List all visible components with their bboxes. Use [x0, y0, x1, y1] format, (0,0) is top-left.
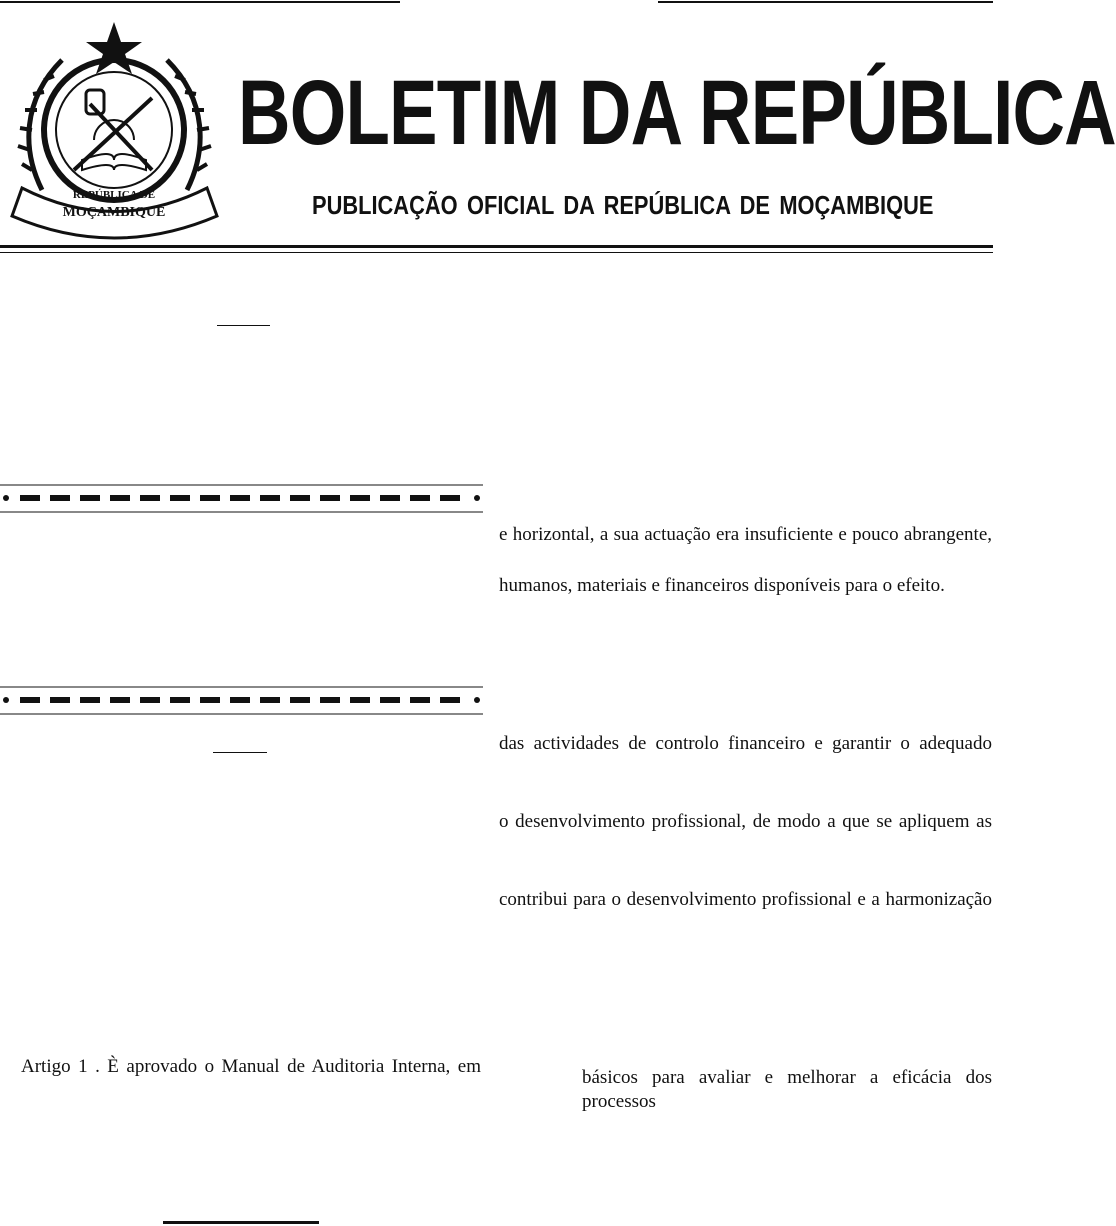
publication-subtitle: PUBLICAÇÃO OFICIAL DA REPÚBLICA DE MOÇAMBIQUE: [312, 190, 934, 220]
body-line-2: humanos, materiais e financeiros disponíveis para o efeito.: [499, 575, 945, 596]
dashed-separator-2: [0, 685, 483, 715]
article-1-text: Artigo 1 . È aprovado o Manual de Auditoria Interna, em: [21, 1056, 481, 1077]
publication-title: BOLETIM DA REPÚBLICA: [238, 62, 1116, 164]
emblem-text-line-1: REPÚBLICA DE: [72, 189, 156, 201]
body-line-5: contribui para o desenvolvimento profissional e a harmonização: [499, 889, 992, 910]
closing-rule: [163, 1221, 319, 1224]
short-rule-1: [217, 325, 270, 326]
header-rule-thin: [0, 252, 993, 253]
body-line-3: das actividades de controlo financeiro e garantir o adequado: [499, 733, 992, 754]
short-rule-2: [213, 752, 267, 753]
top-rule-left: [0, 1, 400, 3]
body-line-6: básicos para avaliar e melhorar a eficácia dos processos: [582, 1067, 992, 1112]
emblem-text-line-2: MOÇAMBIQUE: [62, 205, 166, 220]
body-line-4: o desenvolvimento profissional, de modo a que se apliquem as: [499, 811, 992, 832]
dashed-separator-1: [0, 483, 483, 513]
header-rule-thick: [0, 245, 993, 248]
coat-of-arms-emblem: [2, 20, 227, 238]
body-line-1: e horizontal, a sua actuação era insuficiente e pouco abrangente,: [499, 524, 992, 545]
top-rule-right: [658, 1, 993, 3]
